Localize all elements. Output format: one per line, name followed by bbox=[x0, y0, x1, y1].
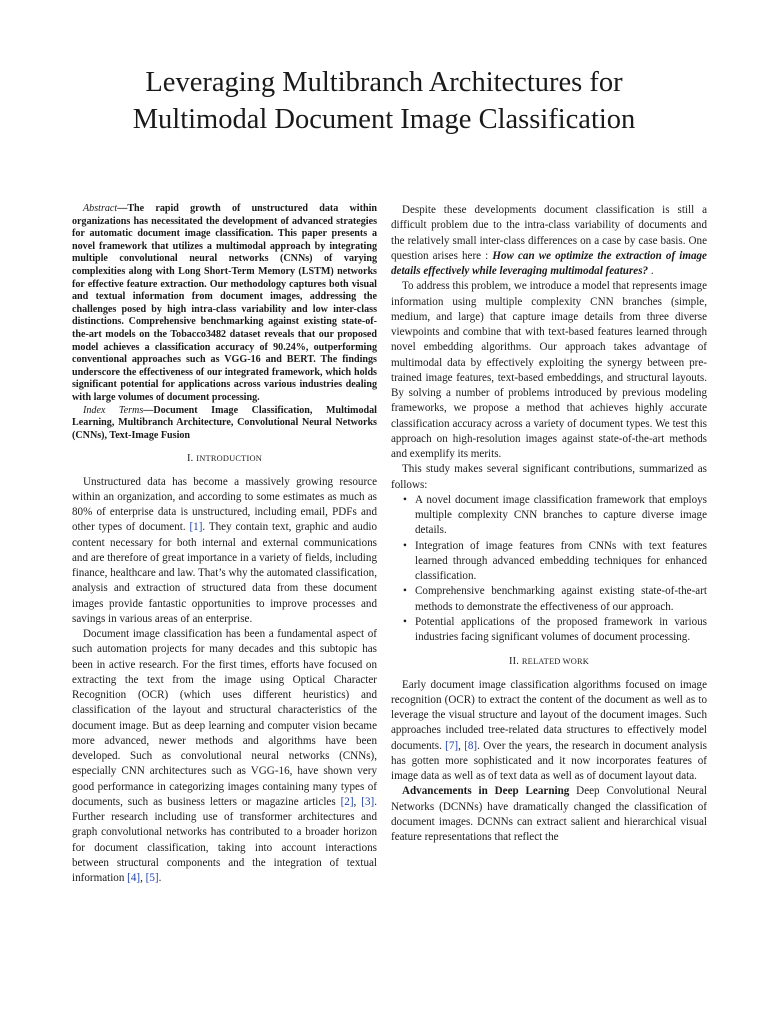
list-item: • Integration of image features from CNNs with text features learned through advanced embedding techniques for enhanced classification. bbox=[405, 539, 707, 585]
citation-link[interactable]: [8] bbox=[464, 739, 478, 752]
text-run: . Further research including use of transformer architectures and graph convolutional networks has contributed to a broader horizon for document classification, taking into account interactions between structural components and the integration of textual information bbox=[72, 795, 378, 885]
citation-link[interactable]: [3] bbox=[361, 795, 375, 808]
left-column bbox=[72, 203, 377, 886]
intro-paragraph-1 bbox=[72, 475, 377, 628]
title-line-2: Multimodal Document Image Classification bbox=[132, 104, 636, 135]
intro-paragraph-2 bbox=[72, 627, 377, 886]
related-paragraph-1 bbox=[391, 678, 707, 785]
section-heading-introduction bbox=[72, 451, 377, 466]
citation-link[interactable]: [1] bbox=[189, 521, 203, 534]
abstract bbox=[72, 203, 377, 405]
research-question: How can we optimize the extraction of image details effectively while leveraging multimodal features? bbox=[391, 249, 707, 277]
text-run: , bbox=[353, 795, 362, 808]
list-item: • A novel document image classification framework that employs multiple complexity CNN branches to capture diverse image details. bbox=[405, 493, 707, 539]
section-number: II. bbox=[508, 656, 520, 668]
text-run: . bbox=[648, 265, 654, 277]
right-column bbox=[391, 203, 707, 845]
right-paragraph-1 bbox=[391, 203, 707, 279]
section-title: INTRODUCTION bbox=[196, 454, 262, 464]
title-line-1: Leveraging Multibranch Architectures for bbox=[145, 67, 623, 98]
section-number: I. bbox=[187, 453, 194, 465]
contributions-list bbox=[405, 493, 707, 646]
related-paragraph-2 bbox=[391, 784, 707, 845]
text-run: Deep Convolutional Neural Networks (DCNNs) have dramatically changed the classification of document images. DCNNs can extract salient and hierarchical visual feature representations that reflect the bbox=[391, 785, 707, 843]
index-terms bbox=[72, 405, 377, 443]
list-item: • Comprehensive benchmarking against existing state-of-the-art methods to demonstrate the effectiveness of our approach. bbox=[405, 584, 707, 615]
section-heading-related-work bbox=[391, 654, 707, 669]
text-run: Despite these developments document classification is still a difficult problem due to the intra-class variability of documents and the relatively small inter-class differences on a case by case basis. One question arises here : bbox=[391, 204, 707, 262]
paper-title bbox=[40, 64, 728, 138]
index-terms-label: Index Terms bbox=[83, 404, 144, 416]
text-run: . They contain text, graphic and audio content necessary for both internal and external communications and are therefore of great importance in a variety of fields, including finance, healthcare and law. That’s why the automated classification, analysis and extraction of structured data from these document images provide fantastic opportunities to improve processes and savings in various areas of an enterprise. bbox=[72, 521, 377, 625]
text-run: , bbox=[140, 872, 146, 885]
list-item: • Potential applications of the proposed framework in various industries facing significant volumes of document processing. bbox=[405, 615, 707, 646]
citation-link[interactable]: [4] bbox=[127, 872, 141, 885]
text-run: , bbox=[458, 739, 465, 752]
paragraph-heading: Advancements in Deep Learning bbox=[402, 785, 570, 798]
text-run: . bbox=[158, 872, 162, 885]
text-run: Unstructured data has become a massively growing resource within an organization, and according to some estimates as much as 80% of enterprise data is unstructured, including email, PDFs and other types of document. bbox=[72, 475, 377, 534]
abstract-text: —The rapid growth of unstructured data within organizations has necessitated the development of advanced strategies for automatic document image classification. This paper presents a novel framework that utilizes a multimodal approach by integrating multiple convolutional neural networks (CNNs) of varying complexities along with Long Short-Term Memory (LSTM) networks for effective feature extraction. Our methodology captures both visual and textual information from document images, addressing the challenges posed by high intra-class variability and low inter-class distinctions. Comprehensive benchmarking against existing state-of-the-art models on the Tobacco3482 dataset reveals that our proposed model achieves a classification accuracy of 90.24%, outperforming conventional approaches such as VGG-16 and BERT. The findings underscore the effectiveness of our integrated framework, which holds significant potential for applications across various industries dealing with large volumes of document processing. bbox=[72, 203, 377, 403]
text-run: Document image classification has been a fundamental aspect of such automation projects for many decades and this subtopic has been in active research. For the first times, efforts have focused on extracting the text from the image using Optical Character Recognition (OCR) (which uses different heuristics) and classification of the layout and structural characteristics of the document image. But as deep learning and computer vision became more advanced, newer methods and algorithms have been developed. Such as convolutional neural networks (CNNs), especially CNN architectures such as VGG-16, have shown very good performance in categorizing images containing many types of documents, such as business letters or magazine articles bbox=[72, 628, 377, 808]
abstract-label: Abstract bbox=[83, 203, 118, 214]
text-run: . Over the years, the research in document analysis has gotten more sophisticated and it now incorporates features of image data as well as of text data as well as of document layout data. bbox=[391, 739, 707, 782]
section-title: RELATED WORK bbox=[521, 657, 590, 667]
right-paragraph-3: This study makes several significant contributions, summarized as follows: bbox=[391, 463, 707, 491]
citation-link[interactable]: [5] bbox=[145, 872, 159, 885]
right-paragraph-2: To address this problem, we introduce a model that represents image information using multiple complexity CNN branches (simple, medium, and large) that capture image details from three diverse viewpoints and combine that with text-based features learned through novel embedding algorithms. Our approach takes advantage of multimodal data by effectively exploiting the synergy between pre-trained image features, text-based embeddings, and structural layouts. By solving a number of problems introduced by previous modeling frameworks, we propose a method that achieves highly accurate classification accuracy across a variety of document types. We test this approach on high-resolution images against state-of-the-art methods and exemplify its merits. bbox=[391, 280, 707, 460]
text-run: Early document image classification algorithms focused on image recognition (OCR) to extract the content of the document as well as to leverage the visual structure and layout of the document images. Such approaches included tree-related data structures to effectively model documents. bbox=[391, 678, 707, 752]
index-terms-text: —Document Image Classification, Multimodal Learning, Multibranch Architecture, Convolutional Neural Networks (CNNs), Text-Image Fusion bbox=[72, 404, 377, 441]
citation-link[interactable]: [7] bbox=[445, 739, 459, 752]
citation-link[interactable]: [2] bbox=[340, 795, 354, 808]
